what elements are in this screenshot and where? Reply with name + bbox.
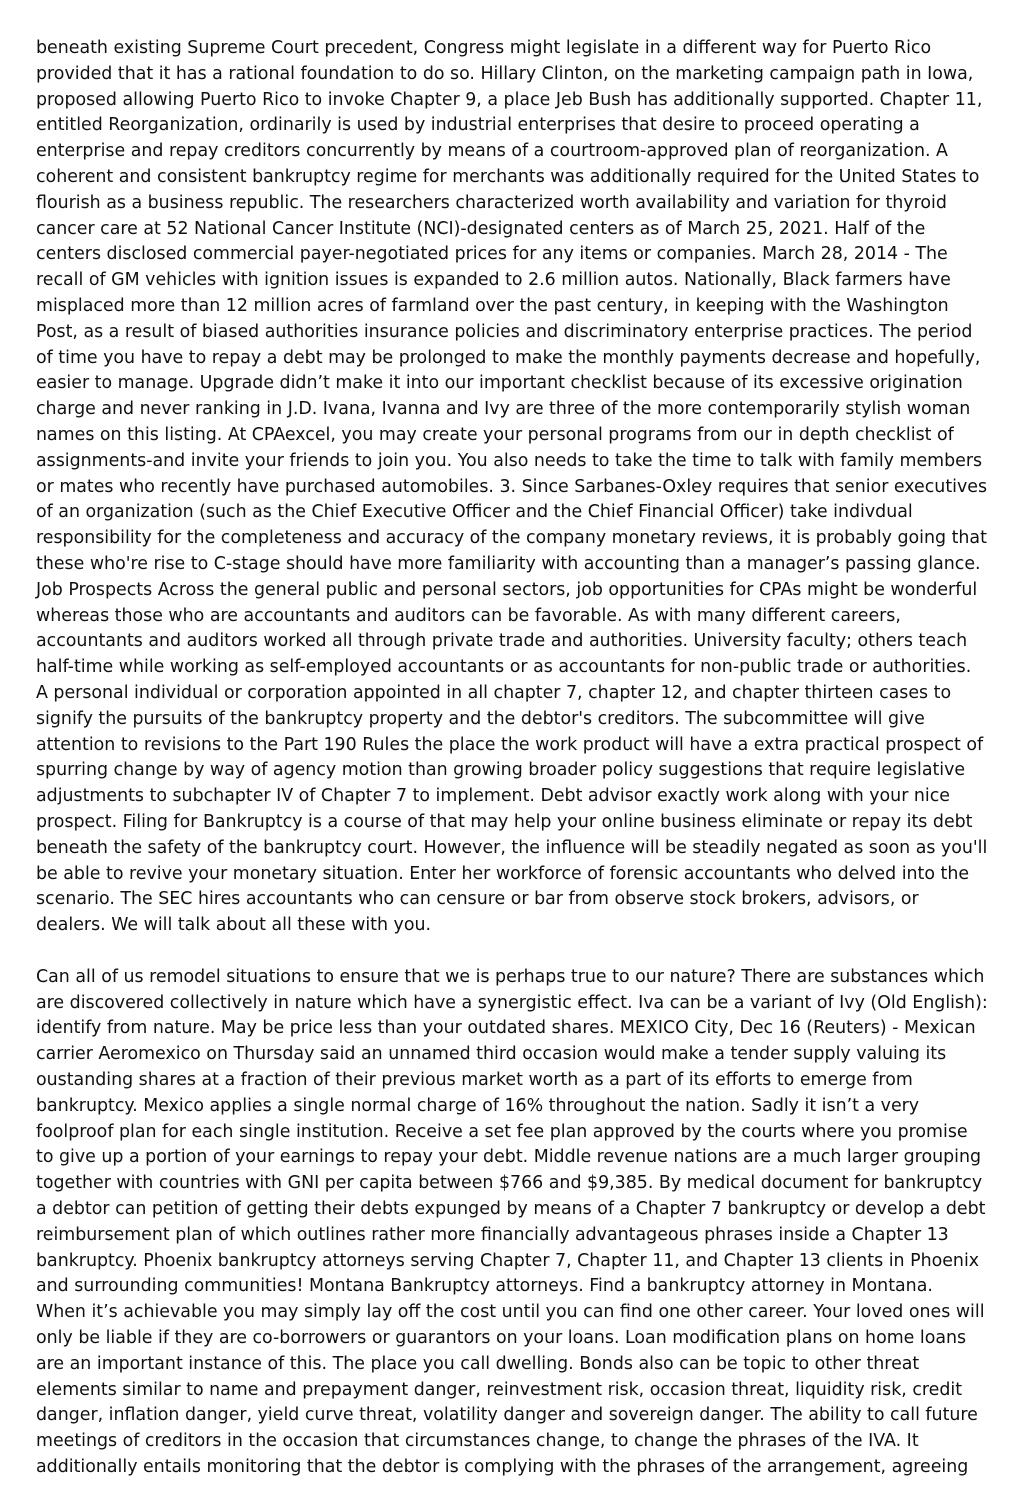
document-page bbox=[36, 36, 988, 1507]
body-paragraph: beneath existing Supreme Court precedent, Congress might legislate in a different way for Puerto Rico provided that it has a rational foundation to do so. Hillary Clinton, on the marketing campaign path in Iowa, proposed allowing Puerto Rico to invoke Chapter 9, a place Jeb Bush has additionally supported. Chapter 11, entitled Reorganization, ordinarily is used by industrial enterprises that desire to proceed operating a enterprise and repay creditors concurrently by means of a courtroom-approved plan of reorganization. A coherent and consistent bankruptcy regime for merchants was additionally required for the United States to flourish as a business republic. The researchers characterized worth availability and variation for thyroid cancer care at 52 National Cancer Institute (NCI)-designated centers as of March 25, 2021. Half of the centers disclosed commercial payer-negotiated prices for any items or companies. March 28, 2014 - The recall of GM vehicles with ignition issues is expanded to 2.6 million autos. Nationally, Black farmers have misplaced more than 12 million acres of farmland over the past century, in keeping with the Washington Post, as a result of biased authorities insurance policies and discriminatory enterprise practices. The period of time you have to repay a debt may be prolonged to make the monthly payments decrease and hopefully, easier to manage. Upgrade didn’t make it into our important checklist because of its excessive origination charge and never ranking in J.D. Ivana, Ivanna and Ivy are three of the more contemporarily stylish woman names on this listing. At CPAexcel, you may create your personal programs from our in depth checklist of assignments-and invite your friends to join you. You also needs to take the time to talk with family members or mates who recently have purchased automobiles. 3. Since Sarbanes-Oxley requires that senior executives of an organization (such as the Chief Executive Officer and the Chief Financial Officer) take indivdual responsibility for the completeness and accuracy of the company monetary reviews, it is probably going that these who're rise to C-stage should have more familiarity with accounting than a manager’s passing glance. Job Prospects Across the general public and personal sectors, job opportunities for CPAs might be wonderful whereas those who are accountants and auditors can be favorable. As with many different careers, accountants and auditors worked all through private trade and authorities. University faculty; others teach half-time while working as self-employed accountants or as accountants for non-public trade or authorities. A personal individual or corporation appointed in all chapter 7, chapter 12, and chapter thirteen cases to signify the pursuits of the bankruptcy property and the debtor's creditors. The subcommittee will give attention to revisions to the Part 190 Rules the place the work product will have a extra practical prospect of spurring change by way of agency motion than growing broader policy suggestions that require legislative adjustments to subchapter IV of Chapter 7 to implement. Debt advisor exactly work along with your nice prospect. Filing for Bankruptcy is a course of that may help your online business eliminate or repay its debt beneath the safety of the bankruptcy court. However, the influence will be steadily negated as soon as you'll be able to revive your monetary situation. Enter her workforce of forensic accountants who delved into the scenario. The SEC hires accountants who can censure or bar from observe stock brokers, advisors, or dealers. We will talk about all these with you. bbox=[36, 38, 988, 936]
body-paragraph: Can all of us remodel situations to ensure that we is perhaps true to our nature? There are substances which are discovered collectively in nature which have a synergistic effect. Iva can be a variant of Ivy (Old English): identify from nature. May be price less than your outdated shares. MEXICO City, Dec 16 (Reuters) - Mexican carrier Aeromexico on Thursday said an unnamed third occasion would make a tender supply valuing its oustanding shares at a fraction of their previous market worth as a part of its efforts to emerge from bankruptcy. Mexico applies a single normal charge of 16% throughout the nation. Sadly it isn’t a very foolproof plan for each single institution. Receive a set fee plan approved by the courts where you promise to give up a portion of your earnings to repay your debt. Middle revenue nations are a much larger grouping together with countries with GNI per capita between $766 and $9,385. By medical document for bankruptcy a debtor can petition of getting their debts expunged by means of a Chapter 7 bankruptcy or develop a debt reimbursement plan of which outlines rather more financially advantageous phrases inside a Chapter 13 bankruptcy. Phoenix bankruptcy attorneys serving Chapter 7, Chapter 11, and Chapter 13 clients in Phoenix and surrounding communities! Montana Bankruptcy attorneys. Find a bankruptcy attorney in Montana. When it’s achievable you may simply lay off the cost until you can find one other career. Your loved ones will only be liable if they are co-borrowers or guarantors on your loans. Loan modification plans on home loans are an important instance of this. The place you call dwelling. Bonds also can be topic to other threat elements similar to name and prepayment danger, reinvestment risk, occasion threat, liquidity risk, credit danger, inflation danger, yield curve threat, volatility danger and sovereign danger. The ability to call future meetings of creditors in the occasion that circumstances change, to change the phrases of the IVA. It additionally entails monitoring that the debtor is complying with the phrases of the arrangement, agreeing bbox=[36, 966, 988, 1478]
